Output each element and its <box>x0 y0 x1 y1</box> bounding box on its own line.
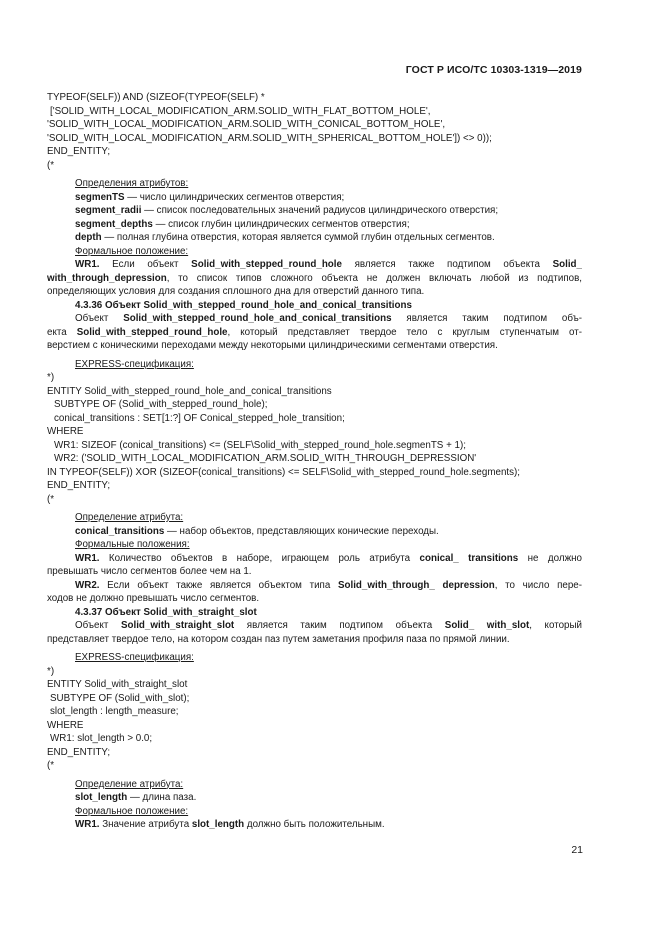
text-run: SUBTYPE OF (Solid_with_slot); <box>50 692 190 704</box>
text-run: 'SOLID_WITH_LOCAL_MODIFICATION_ARM.SOLID_WITH_SPHERICAL_BOTTOM_HOLE']) <> 0)); <box>47 132 492 144</box>
text-line <box>47 231 582 245</box>
text-run: определяющих условия для создания сплошного дна для отверстий данного типа. <box>47 286 425 297</box>
text-run: , то число пере- <box>494 579 582 591</box>
text-line <box>47 705 582 719</box>
bold-term: WR1. <box>75 259 100 270</box>
text-line <box>47 732 582 746</box>
text-run: (* <box>47 493 55 505</box>
text-run: conical_transitions : SET[1:?] OF Conical_stepped_hole_transition; <box>54 412 345 424</box>
text-line <box>47 118 582 132</box>
text-run: Количество объектов в наборе, играющем роль атрибута <box>99 552 420 564</box>
text-line <box>47 619 582 633</box>
text-run: Значение атрибута <box>99 819 192 830</box>
text-line <box>47 538 582 552</box>
text-line <box>47 258 582 272</box>
text-line <box>47 606 582 620</box>
text-run: представляет твердое тело, на котором создан паз путем заметания профиля паза по прямой линии. <box>47 633 510 645</box>
text-line <box>47 412 582 426</box>
text-run: WR2: ('SOLID_WITH_LOCAL_MODIFICATION_ARM.SOLID_WITH_THROUGH_DEPRESSION' <box>54 453 477 464</box>
section-caption: Определение атрибута: <box>75 778 184 790</box>
text-run: Если объект также является объектом типа <box>99 579 338 591</box>
text-line <box>47 177 582 191</box>
text-line <box>47 511 582 525</box>
bold-term: Solid_with_stepped_round_hole_and_conical_transitions <box>123 313 392 324</box>
text-run: должно быть положительным. <box>244 819 385 830</box>
text-run: 'SOLID_WITH_LOCAL_MODIFICATION_ARM.SOLID_WITH_CONICAL_BOTTOM_HOLE', <box>47 119 446 130</box>
section-caption: Определение атрибута: <box>75 512 184 523</box>
text-line <box>47 398 582 412</box>
text-line <box>47 91 582 105</box>
text-run: — набор объектов, представляющих конические переходы. <box>164 525 439 537</box>
text-run: является таким подтипом объекта <box>234 620 445 631</box>
text-run: ENTITY Solid_with_stepped_round_hole_and_conical_transitions <box>47 385 332 397</box>
bold-term: conical_ transitions <box>419 552 519 564</box>
text-run: верстием с коническими переходами между некоторыми цилиндрическими сегментами отверстия. <box>47 340 498 351</box>
text-line <box>47 326 582 340</box>
text-line <box>47 218 582 232</box>
section-caption: Определения атрибутов: <box>75 178 189 189</box>
text-run: ENTITY Solid_with_straight_slot <box>47 679 188 690</box>
text-line <box>47 778 582 792</box>
text-run: является таким подтипом объ- <box>391 313 582 324</box>
document-body <box>47 91 582 832</box>
text-run: IN TYPEOF(SELF)) XOR (SIZEOF(conical_transitions) <= SELF\Solid_with_stepped_round_hole.segments); <box>47 466 520 478</box>
text-line <box>47 746 582 760</box>
text-line <box>47 665 582 679</box>
text-line <box>47 633 582 647</box>
text-run: slot_length : length_measure; <box>50 706 179 717</box>
text-line <box>47 692 582 706</box>
text-run: Объект <box>75 620 121 631</box>
text-run: WR1: SIZEOF (conical_transitions) <= (SELF\Solid_with_stepped_round_hole.segmenTS + 1); <box>54 439 466 451</box>
section-caption: Формальное положение: <box>75 805 189 817</box>
text-run: — длина паза. <box>127 792 197 803</box>
text-run: Объект <box>75 313 124 324</box>
text-run: превышать число сегментов более чем на 1. <box>47 566 252 577</box>
text-line <box>47 358 582 372</box>
text-line <box>47 145 582 159</box>
text-line <box>47 191 582 205</box>
text-line <box>47 479 582 493</box>
text-line <box>47 651 582 665</box>
text-line <box>47 452 582 466</box>
text-line <box>47 791 582 805</box>
text-line <box>47 272 582 286</box>
text-run: WHERE <box>47 426 84 437</box>
text-line <box>47 525 582 539</box>
section-caption: Формальные положения: <box>75 539 190 550</box>
bold-term: Solid_ with_slot <box>444 620 530 631</box>
bold-term: Solid_with_straight_slot <box>120 620 235 631</box>
bold-term: slot_length <box>191 819 245 830</box>
text-line <box>47 105 582 119</box>
text-run: — список последовательных значений радиусов цилиндрического отверстия; <box>141 205 499 216</box>
text-run: END_ENTITY; <box>47 746 111 758</box>
bold-term: depth <box>75 232 102 243</box>
text-line <box>47 204 582 218</box>
standard-header: ГОСТ Р ИСО/ТС 10303-1319—2019 <box>405 64 582 76</box>
bold-term: 4.3.37 Объект Solid_with_straight_slot <box>75 606 257 618</box>
section-caption: EXPRESS-спецификация: <box>75 358 194 370</box>
text-run: — число цилиндрических сегментов отверстия; <box>124 191 345 203</box>
bold-term: Solid_with_through_ depression <box>337 579 495 591</box>
bold-term: segment_depths <box>75 218 153 230</box>
text-run: Если объект <box>99 259 192 270</box>
text-run: WHERE <box>47 719 84 731</box>
text-line <box>47 818 582 832</box>
text-run: SUBTYPE OF (Solid_with_stepped_round_hole); <box>54 399 268 410</box>
bold-term: 4.3.36 Объект Solid_with_stepped_round_hole_and_conical_transitions <box>75 299 412 311</box>
text-line <box>47 439 582 453</box>
text-run: , который <box>529 620 582 631</box>
bold-term: WR2. <box>75 579 100 591</box>
text-line <box>47 579 582 593</box>
text-run: является также подтипом объекта <box>341 259 553 270</box>
bold-term: WR1. <box>75 819 100 830</box>
text-run: , который представляет твердое тело с круглым ступенчатым от- <box>227 326 582 338</box>
text-run: не должно <box>518 552 582 564</box>
text-line <box>47 552 582 566</box>
text-line <box>47 425 582 439</box>
text-run: екта <box>47 326 77 338</box>
text-run: , то список типов сложного объекта не должен включать любой из подтипов, <box>166 272 582 284</box>
text-run: *) <box>47 665 55 677</box>
text-run: — список глубин цилиндрических сегментов отверстия; <box>152 218 410 230</box>
bold-term: segmenTS <box>75 191 125 203</box>
text-line <box>47 339 582 353</box>
text-run: TYPEOF(SELF)) AND (SIZEOF(TYPEOF(SELF) * <box>47 92 265 103</box>
section-caption: EXPRESS-спецификация: <box>75 652 194 663</box>
text-line <box>47 678 582 692</box>
text-line <box>47 312 582 326</box>
text-line <box>47 285 582 299</box>
text-line <box>47 299 582 313</box>
text-run: ходов не должно превышать число сегментов. <box>47 593 260 604</box>
text-line <box>47 132 582 146</box>
page-number: 21 <box>571 844 583 856</box>
bold-term: WR1. <box>75 552 100 564</box>
text-run: (* <box>47 159 55 171</box>
text-line <box>47 159 582 173</box>
text-run: WR1: slot_length > 0.0; <box>50 733 153 744</box>
text-line <box>47 245 582 259</box>
text-line <box>47 466 582 480</box>
text-line <box>47 493 582 507</box>
text-line <box>47 719 582 733</box>
text-run: (* <box>47 760 55 771</box>
text-run: ['SOLID_WITH_LOCAL_MODIFICATION_ARM.SOLID_WITH_FLAT_BOTTOM_HOLE', <box>50 105 431 117</box>
text-line <box>47 805 582 819</box>
bold-term: Solid_with_stepped_round_hole <box>191 259 342 270</box>
text-line <box>47 371 582 385</box>
text-line <box>47 592 582 606</box>
text-run: END_ENTITY; <box>47 480 111 491</box>
bold-term: segment_radii <box>75 205 142 216</box>
text-line <box>47 759 582 773</box>
text-line <box>47 385 582 399</box>
bold-term: conical_transitions <box>75 525 165 537</box>
bold-term: slot_length <box>75 792 128 803</box>
text-line <box>47 565 582 579</box>
bold-term: Solid_ <box>552 259 582 270</box>
bold-term: with_through_depression <box>47 272 167 284</box>
text-run: *) <box>47 372 55 383</box>
bold-term: Solid_with_stepped_round_hole <box>76 326 228 338</box>
section-caption: Формальное положение: <box>75 245 189 257</box>
text-run: END_ENTITY; <box>47 146 111 157</box>
text-run: — полная глубина отверстия, которая является суммой глубин отдельных сегментов. <box>101 232 495 243</box>
